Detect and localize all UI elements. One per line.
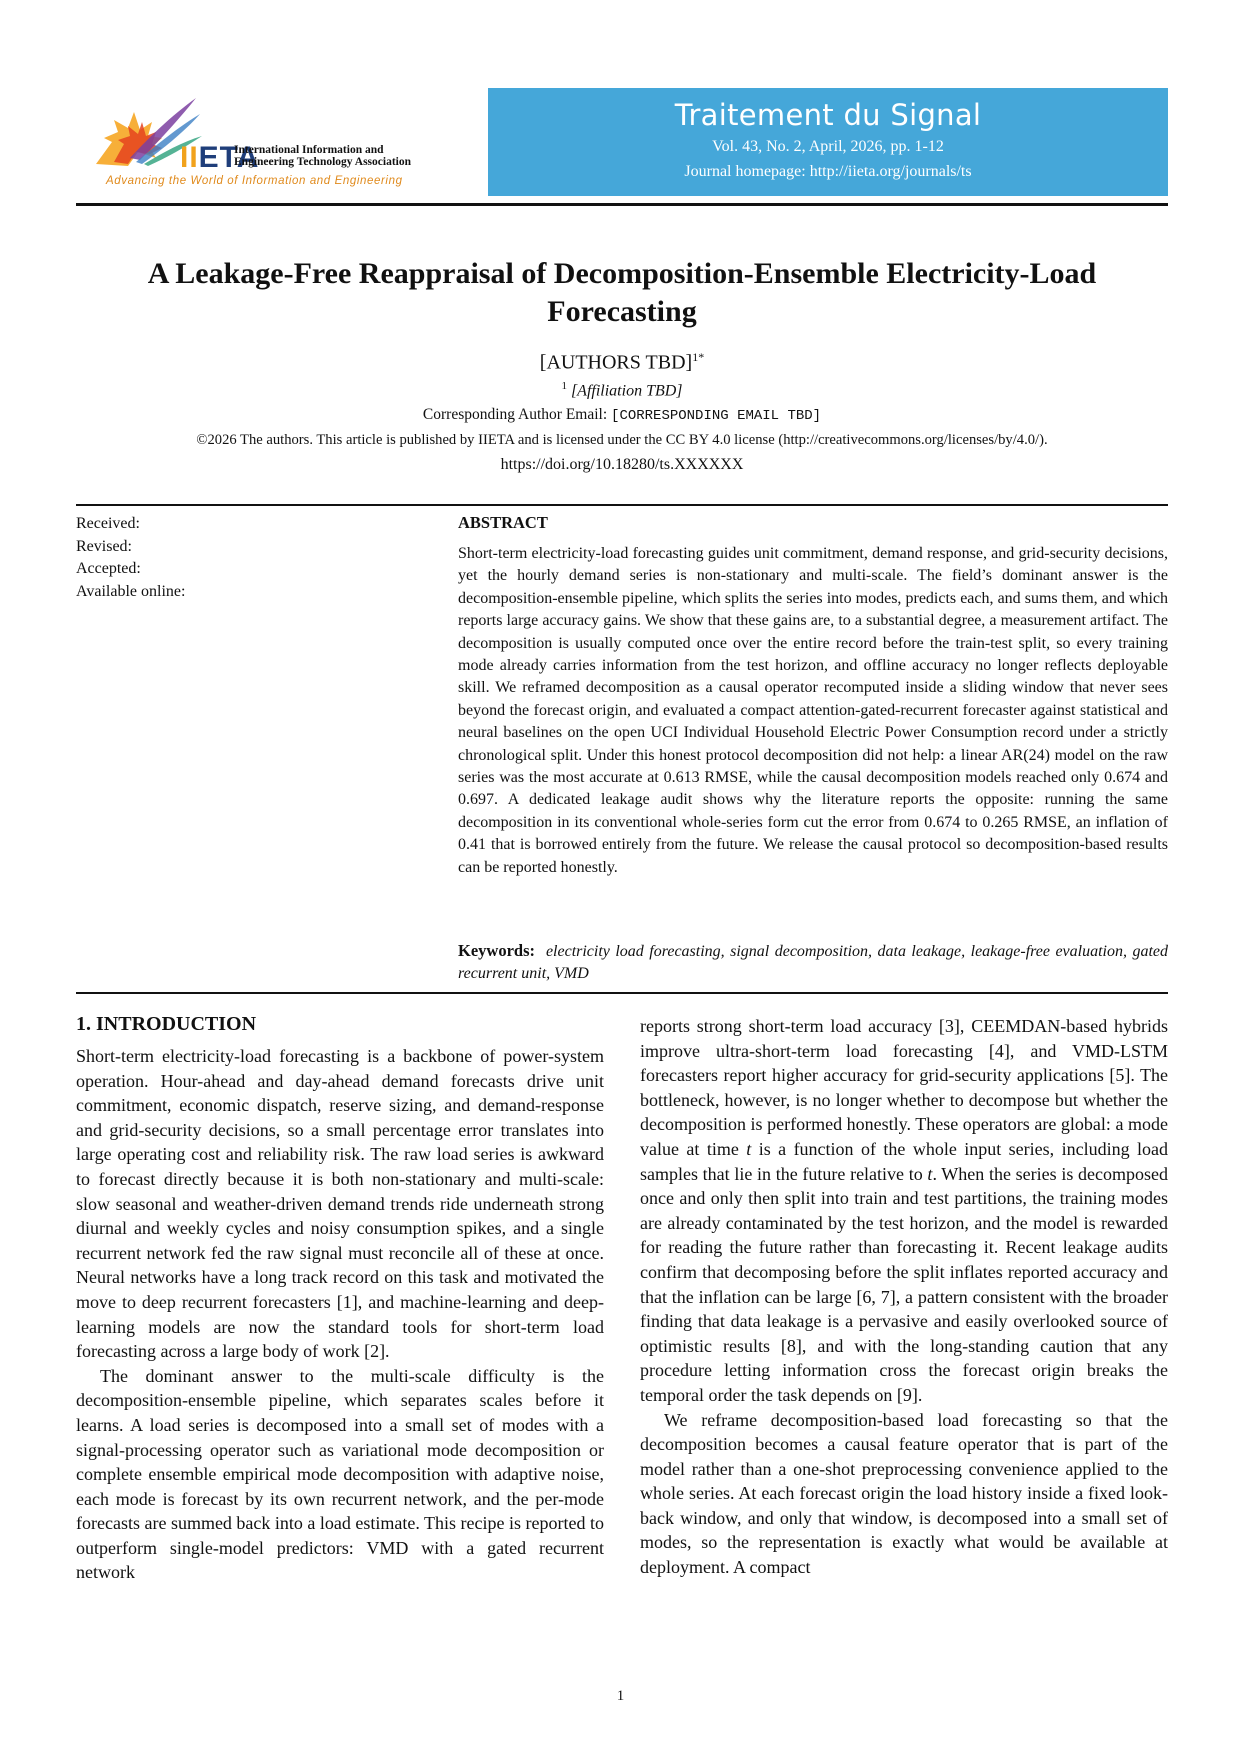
email-line [76,406,1168,424]
abstract-top-rule [76,504,1168,506]
keywords-label: Keywords: [458,941,535,960]
left-column [76,1044,604,1585]
abstract-bottom-rule [76,992,1168,994]
paper-title: A Leakage-Free Reappraisal of Decomposition-Ensemble Electricity-Load Forecasting [147,257,1097,328]
authors-sup: 1* [692,350,705,364]
keywords [458,940,1168,986]
corresponding-email[interactable]: [CORRESPONDING EMAIL TBD] [611,408,822,424]
right-column [640,1014,1168,1580]
affiliation-line [76,380,1168,400]
abstract-heading: ABSTRACT [458,513,548,532]
authors: [AUTHORS TBD] [539,351,693,374]
license-line: ©2026 The authors. This article is published by IIETA and is licensed under the CC BY 4.0 license (http://creativecommons.org/licenses/by/4.0/). [196,432,1048,448]
math-t: t [927,1163,933,1184]
journal-name: Traitement du Signal [674,98,982,132]
section-heading: 1. INTRODUCTION [76,1013,257,1035]
page-number: 1 [616,1688,625,1704]
logo-brand: IIETA [180,141,260,174]
keywords-list: electricity load forecasting, signal decomposition, data leakage, leakage-free evaluation, gated recurrent unit, VMD [458,943,1169,983]
intro-paragraph-2: The dominant answer to the multi-scale difficulty is the decomposition-ensemble pipeline, which separates scales before it learns. A load series is decomposed into a small set of modes with a signal-processing operator such as variational mode decomposition or complete ensemble empirical mode decomposition with adaptive noise, each mode is forecast by its own recurrent network, and the per-mode forecasts are summed back into a load estimate. This recipe is reported to outperform single-model predictors: VMD with a gated recurrent network [76,1365,604,1583]
logo-org-line2: Engineering Technology Association [234,156,412,168]
intro-paragraph-1: Short-term electricity-load forecasting is a backbone of power-system operation. Hour-ahead and day-ahead demand forecasts drive unit commitment, economic dispatch, reserve sizing, and demand-response and grid-security decisions, so a small percentage error translates into large operating cost and reliability risk. The raw load series is awkward to forecast directly because it is both non-stationary and multi-scale: slow seasonal and weather-driven demand trends ride underneath strong diurnal and weekly cycles and noisy consumption spikes, and a single recurrent network fed the raw signal must reconcile all of these at once. Neural networks have a long track record on this task and motivated the move to deep recurrent forecasters [1], and machine-learning and deep-learning models are now the standard tools for short-term load forecasting across a large body of work [2]. [76,1046,604,1362]
accepted-label: Accepted: [76,560,141,577]
iieta-logo [84,92,464,192]
para3-part-c: . When the series is decomposed once and only then split into train and test partitions, the training modes are already contaminated by the test horizon, and the model is rewarded for reading the future rather than forecasting it. Recent leakage audits confirm that decomposing before the split inflates reported accuracy and that the inflation can be large [6, 7], a pattern consistent with the broader finding that data leakage is a pervasive and easily overlooked source of optimistic results [8], and with the long-standing caution that any procedure letting information cross the forecast origin breaks the temporal order the task depends on [9]. [640,1163,1168,1405]
volume-info: Vol. 43, No. 2, April, 2026, pp. 1-12 [712,138,944,155]
email-label: Corresponding Author Email: [422,406,612,423]
abstract-text: Short-term electricity-load forecasting guides unit commitment, demand response, and grid-security decisions, yet the hourly demand series is non-stationary and multi-scale. The field’s dominant answer is the decomposition-ensemble pipeline, which splits the series into modes, predicts each, and sums them, and which reports large accuracy gains. We show that these gains are, to a substantial degree, a measurement artifact. The decomposition is usually computed once over the entire record before the train-test split, so every training mode already carries information from the test horizon, and offline accuracy no longer reflects deployable skill. We reframed decomposition as a causal operator recomputed inside a sliding window that never sees beyond the forecast origin, and evaluated a compact attention-gated-recurrent forecaster against statistical and neural baselines on the open UCI Individual Household Electric Power Consumption record under a strictly chronological split. Under this honest protocol decomposition did not help: a linear AR(24) model on the raw series was the most accurate at 0.613 RMSE, while the causal decomposition models reached only 0.674 and 0.697. A dedicated leakage audit shows why the literature reports the opposite: running the same decomposition in its conventional whole-series form cut the error from 0.674 to 0.265 RMSE, an inflation of 0.41 that is borrowed entirely from the future. We release the causal protocol so decomposition-based results can be reported honestly. [458,545,1168,876]
available-online-label: Available online: [76,582,186,600]
header-rule [76,203,1168,206]
math-t: t [746,1138,752,1159]
received-label: Received: [76,515,140,532]
logo-org [234,144,464,168]
logo-org-line1: International Information and [234,144,384,156]
journal-homepage[interactable]: Journal homepage: http://iieta.org/journals/ts [684,163,972,180]
revised-label: Revised: [76,537,132,555]
article-dates [76,513,185,603]
doi-line[interactable]: https://doi.org/10.18280/ts.XXXXXX [500,456,744,473]
para3-part-a: reports strong short-term load accuracy [3], CEEMDAN-based hybrids improve ultra-short-term load forecasting [4], and VMD-LSTM forecasters report higher accuracy for grid-security applications [5]. The bottleneck, however, is no longer whether to decompose but whether the decomposition is performed honestly. These operators are global: a mode value at time [640,1016,1168,1159]
affiliation-sup: 1 [561,380,567,392]
affiliation: [Affiliation TBD] [570,382,683,400]
intro-paragraph-4: We reframe decomposition-based load forecasting so that the decomposition becomes a causal feature operator that is part of the model rather than a one-shot preprocessing convenience applied to the whole series. At each forecast origin the load history inside a fixed look-back window, and only that window, is decomposed into a small set of modes, so the representation is exactly what would be available at deployment. A compact [640,1409,1168,1578]
journal-banner [488,88,1168,196]
authors-line [76,350,1168,375]
logo-tagline: Advancing the World of Information and Engineering [106,175,403,187]
intro-paragraph-3 [640,1014,1168,1408]
para3-part-b: is a function of the whole input series, including load samples that lie in the future relative to [640,1138,1169,1184]
